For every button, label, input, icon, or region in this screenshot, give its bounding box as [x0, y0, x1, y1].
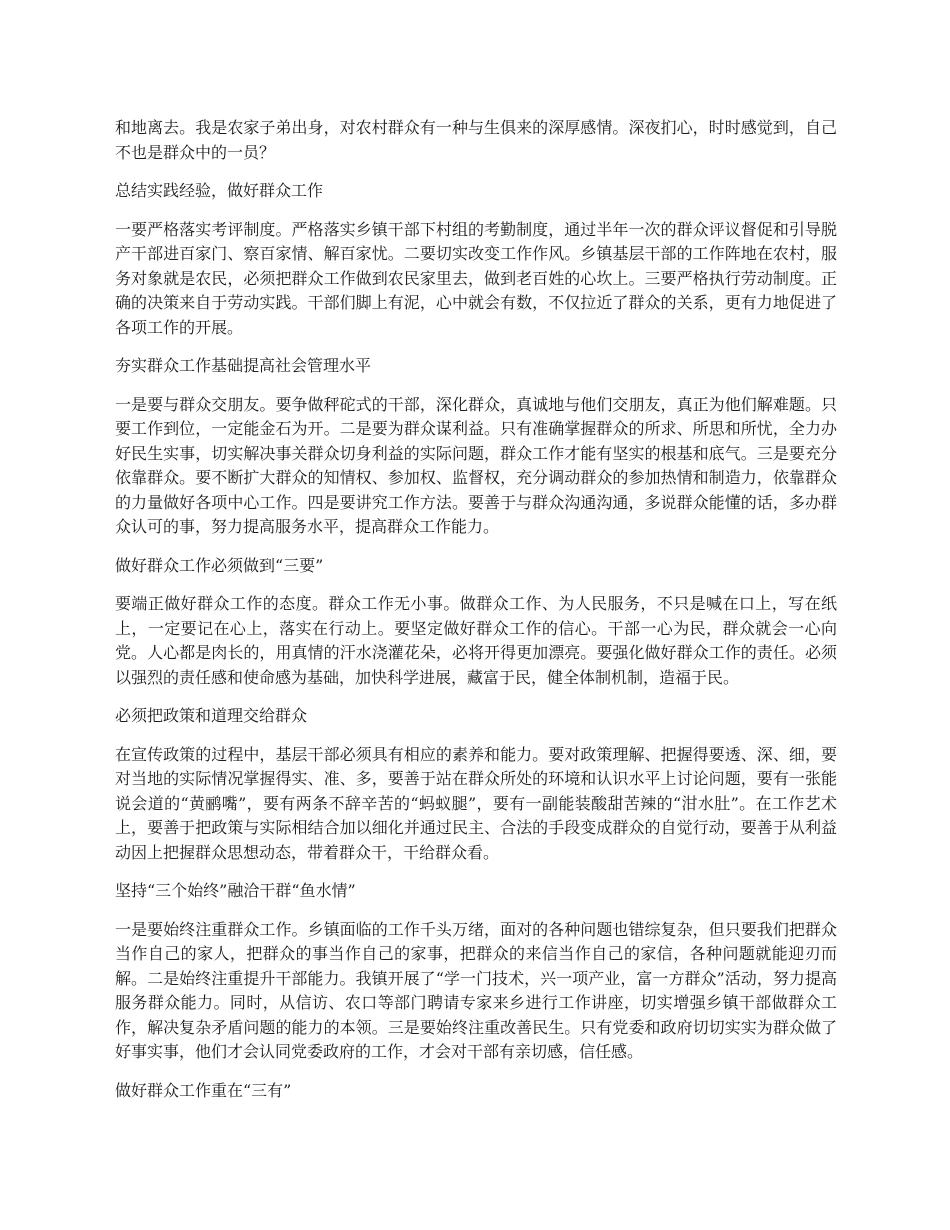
document-page	[115, 116, 837, 1117]
paragraph-policy: 在宣传政策的过程中，基层干部必须具有相应的素养和能力。要对政策理解、把握得要透、深、细，要对当地的实际情况掌握得实、准、多，要善于站在群众所处的环境和认识水平上讨论问题，要有一张能说会道的“黄鹂嘴”，要有两条不辞辛苦的“蚂蚁腿”，要有一副能装酸甜苦辣的“泔水肚”。在工作艺术上，要善于把政策与实际相结合加以细化并通过民主、合法的手段变成群众的自觉行动，要善于从利益动因上把握群众思想动态，带着群众干，干给群众看。	[115, 744, 837, 862]
section-heading-three-musts: 做好群众工作必须做到“三要”	[115, 555, 324, 575]
section-heading-three-haves: 做好群众工作重在“三有”	[115, 1080, 292, 1100]
section-heading-foundation: 夯实群众工作基础提高社会管理水平	[115, 356, 372, 375]
section-heading-policy: 必须把政策和道理交给群众	[115, 706, 308, 725]
section-heading-three-always: 坚持“三个始终”融洽干群“鱼水情”	[115, 881, 356, 900]
paragraph-three-always: 一是要始终注重群众工作。乡镇面临的工作千头万绪，面对的各种问题也错综复杂，但只要我们把群众当作自己的家人，把群众的事当作自己的家事，把群众的来信当作自己的家信，各种问题就能迎刃而解。二是始终注重提升干部能力。我镇开展了“学一门技术，兴一项产业，富一方群众”活动，努力提高服务群众能力。同时，从信访、农口等部门聘请专家来乡进行工作讲座，切实增强乡镇干部做群众工作，解决复杂矛盾问题的能力的本领。三是要始终注重改善民生。只有党委和政府切切实实为群众做了好事实事，他们才会认同党委政府的工作，才会对干部有亲切感，信任感。	[115, 919, 837, 1061]
paragraph-intro: 和地离去。我是农家子弟出身，对农村群众有一种与生俱来的深厚感情。深夜扪心，时时感觉到，自己不也是群众中的一员？	[115, 118, 837, 162]
paragraph-foundation: 一是要与群众交朋友。要争做秤砣式的干部，深化群众，真诚地与他们交朋友，真正为他们解难题。只要工作到位，一定能金石为开。二是要为群众谋利益。只有准确掌握群众的所求、所思和所忧，全力办好民生实事，切实解决事关群众切身利益的实际问题，群众工作才能有坚实的根基和底气。三是要充分依靠群众。要不断扩大群众的知情权、参加权、监督权，充分调动群众的参加热情和制造力，依靠群众的力量做好各项中心工作。四是要讲究工作方法。要善于与群众沟通沟通，多说群众能懂的话，多办群众认可的事，努力提高服务水平，提高群众工作能力。	[115, 394, 837, 536]
section-heading-summary: 总结实践经验，做好群众工作	[115, 181, 324, 200]
paragraph-summary: 一要严格落实考评制度。严格落实乡镇干部下村组的考勤制度，通过半年一次的群众评议督促和引导脱产干部进百家门、察百家情、解百家忧。二要切实改变工作作风。乡镇基层干部的工作阵地在农村，服务对象就是农民，必须把群众工作做到农民家里去，做到老百姓的心坎上。三要严格执行劳动制度。正确的决策来自于劳动实践。干部们脚上有泥，心中就会有数，不仅拉近了群众的关系，更有力地促进了各项工作的开展。	[115, 219, 837, 337]
paragraph-three-musts: 要端正做好群众工作的态度。群众工作无小事。做群众工作、为人民服务，不只是喊在口上，写在纸上，一定要记在心上，落实在行动上。要坚定做好群众工作的信心。干部一心为民，群众就会一心向党。人心都是肉长的，用真情的汗水浇灌花朵，必将开得更加漂亮。要强化做好群众工作的责任。必须以强烈的责任感和使命感为基础，加快科学进展，藏富于民，健全体制机制，造福于民。	[115, 594, 837, 687]
